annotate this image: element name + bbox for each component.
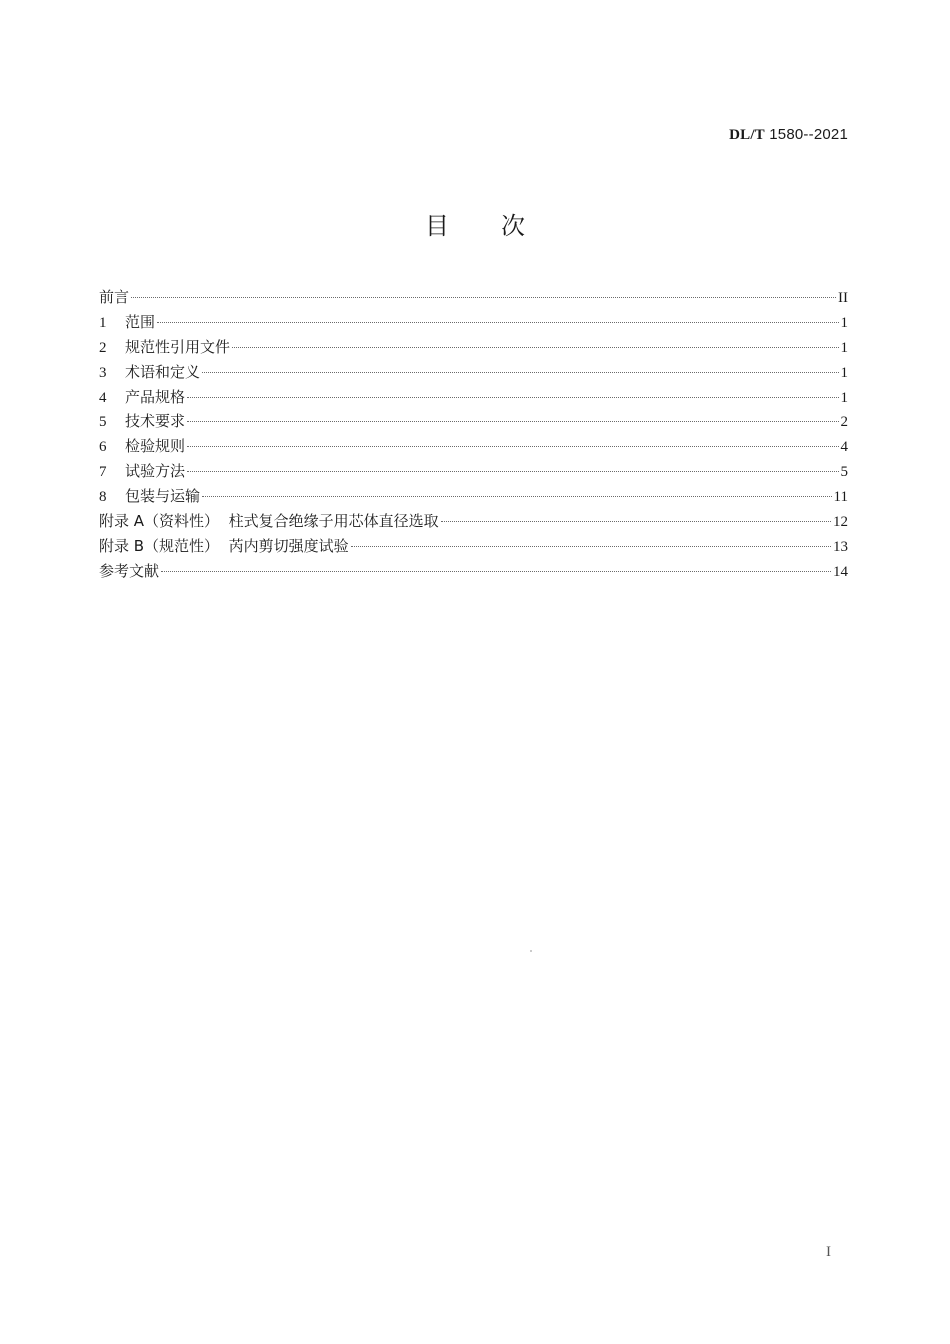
toc-entry-title: 术语和定义 [125,362,201,381]
toc-entry-page: 12 [833,514,848,531]
toc-entry-number: 3 [99,364,107,381]
toc-entry-5[interactable] [99,409,848,434]
toc-entry-number: 2 [99,339,107,356]
toc-entry-page: 14 [833,563,848,580]
toc-entry-page: 11 [833,489,848,506]
toc-entry-number: 8 [99,489,107,506]
toc-entry-4[interactable] [99,385,848,410]
toc-dot-leader [441,521,831,522]
toc-entry-page: 1 [840,339,848,356]
toc-dot-leader [187,471,838,472]
toc-dot-leader [161,571,831,572]
page-number: I [826,1244,831,1260]
toc-entry-number: 4 [99,389,107,406]
toc-entry-1[interactable] [99,310,848,335]
toc-dot-leader [351,546,831,547]
toc-entry-title: 检验规则 [125,437,186,456]
toc-entry-title: 参考文献 [99,561,160,580]
toc-entry-title: 技术要求 [125,412,186,431]
toc-dot-leader [157,322,838,323]
standard-number: 1580--2021 [764,126,848,143]
toc-dot-leader [187,446,838,447]
toc-entry-8[interactable] [99,484,848,509]
toc-dot-leader [187,397,838,398]
toc-entry-title: 柱式复合绝缘子用芯体直径选取 [228,512,439,531]
scan-speck [530,950,532,952]
standard-prefix: DL/T [729,127,765,143]
toc-entry-page: II [838,290,848,306]
toc-entry-2[interactable] [99,335,848,360]
toc-entry-title: 前言 [99,288,130,306]
toc-list [99,285,848,584]
toc-entry-bibliography[interactable] [99,559,848,584]
toc-entry-page: 13 [833,538,848,555]
toc-dot-leader [232,347,838,348]
toc-entry-number: 1 [99,314,107,331]
toc-entry-3[interactable] [99,360,848,385]
toc-entry-title: 试验方法 [125,462,186,481]
toc-entry-6[interactable] [99,434,848,459]
toc-entry-page: 5 [840,464,848,481]
standard-code [729,126,848,144]
toc-entry-title: 范围 [125,312,156,331]
toc-entry-page: 1 [840,364,848,381]
toc-title [0,206,950,241]
toc-entry-page: 2 [840,414,848,431]
toc-title-char-2: 次 [501,212,525,240]
toc-appendix-label: 附录 B（规范性） [99,536,229,555]
toc-entry-page: 1 [840,314,848,331]
toc-entry-appendix-a[interactable] [99,509,848,534]
toc-entry-title: 芮内剪切强度试验 [228,536,349,555]
toc-dot-leader [202,496,832,497]
toc-entry-number: 6 [99,439,107,456]
toc-entry-appendix-b[interactable] [99,534,848,559]
toc-entry-number: 5 [99,414,107,431]
toc-appendix-label: 附录 A（资料性） [99,512,229,531]
toc-entry-number: 7 [99,464,107,481]
toc-dot-leader [187,421,838,422]
toc-entry-title: 规范性引用文件 [125,337,231,356]
toc-title-char-1: 目 [425,212,449,240]
toc-dot-leader [131,297,836,298]
toc-entry-title: 产品规格 [125,387,186,406]
toc-entry-page: 1 [840,389,848,406]
toc-entry-7[interactable] [99,459,848,484]
toc-entry-foreword[interactable] [99,285,848,310]
toc-entry-page: 4 [840,439,848,456]
toc-dot-leader [202,372,838,373]
toc-entry-title: 包装与运输 [125,487,201,506]
